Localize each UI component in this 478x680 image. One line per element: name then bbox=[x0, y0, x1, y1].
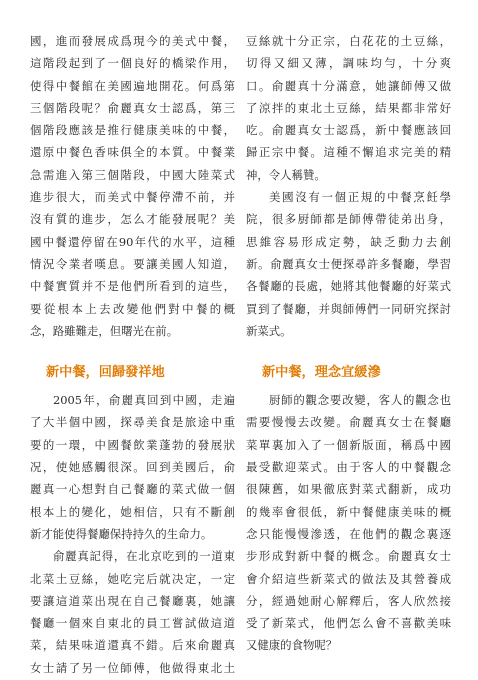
text-line: 了涼拌的東北土豆絲，結果都非常好 bbox=[246, 100, 451, 115]
text-line: 吃。俞麗真女士認爲，新中餐應該回 bbox=[246, 123, 451, 138]
text-line: 歸正宗中餐。這種不懈追求完美的精 bbox=[246, 145, 451, 160]
text-line: 三個階段呢？俞麗真女士認爲，第三 bbox=[30, 100, 235, 115]
text-line: 北菜土豆絲，她吃完后就决定，一定 bbox=[30, 571, 235, 586]
text-line: 院，很多厨師都是師傅帶徒弟出身， bbox=[246, 212, 451, 227]
right-column bbox=[246, 30, 451, 657]
text-line: 這階段起到了一個良好的橋梁作用， bbox=[30, 56, 235, 71]
text-line: 念，路雖難走，但曙光在前。 bbox=[30, 323, 179, 338]
text-line: 念只能慢慢滲透，在他們的觀念裏逐 bbox=[246, 526, 451, 541]
text-line: 進步很大，而美式中餐停滯不前，并 bbox=[30, 190, 235, 205]
text-line: 豆絲就十分正宗，白花花的土豆絲， bbox=[246, 34, 451, 48]
text-line: 2005年，俞麗真回到中國，走遍 bbox=[53, 393, 235, 408]
section-heading-left: 新中餐，回歸發祥地 bbox=[46, 365, 165, 381]
right-paragraph-1 bbox=[246, 30, 451, 186]
text-line: 神，令人稱贊。 bbox=[246, 167, 326, 182]
text-line: 情況令業者嘆息。要讓美國人知道， bbox=[30, 256, 235, 271]
right-paragraph-2 bbox=[246, 186, 451, 342]
text-line: 急需進入第三個階段，中國大陸菜式 bbox=[30, 167, 235, 182]
text-line: 菜單裏加入了一個新版面，稱爲中國 bbox=[246, 437, 451, 452]
text-line: 女士請了另一位師傅，他做得東北土 bbox=[30, 660, 235, 675]
text-line: 新菜式。 bbox=[246, 323, 292, 338]
text-line: 個階段應該是推行健康美味的中餐， bbox=[30, 123, 235, 138]
text-line: 要的一環，中國餐飲業蓬勃的發展狀 bbox=[30, 437, 235, 452]
right-paragraph-3 bbox=[246, 389, 451, 657]
left-paragraph-2 bbox=[30, 389, 235, 545]
left-paragraph-3 bbox=[30, 545, 235, 679]
text-line: 厨師的觀念要改變，客人的觀念也 bbox=[269, 393, 451, 408]
text-line: 分，經過她耐心解釋后，客人欣然接 bbox=[246, 593, 451, 608]
section-heading-right: 新中餐，理念宜緩滲 bbox=[262, 365, 381, 381]
text-line: 了大半個中國，探尋美食是旅途中重 bbox=[30, 415, 235, 430]
text-line: 美國沒有一個正規的中餐烹飪學 bbox=[269, 190, 451, 205]
text-line: 要從根本上去改變他們對中餐的概 bbox=[30, 301, 235, 316]
text-line: 會介紹這些新菜式的做法及其營養成 bbox=[246, 571, 451, 586]
text-line: 還原中餐色香味俱全的本質。中餐業 bbox=[30, 145, 235, 160]
text-line: 國中餐還停留在90年代的水平，這種 bbox=[30, 234, 235, 249]
text-line: 買到了餐廳，并與師傅們一同研究探討 bbox=[246, 301, 451, 316]
text-line: 又健康的食物呢？ bbox=[246, 638, 338, 653]
text-line: 思維容易形成定勢，缺乏動力去創 bbox=[246, 234, 451, 249]
text-line: 很陳舊，如果徹底對菜式翻新，成功 bbox=[246, 482, 451, 497]
text-line: 最受歡迎菜式。由于客人的中餐觀念 bbox=[246, 460, 451, 475]
text-line: 國，進而發展成爲現今的美式中餐， bbox=[30, 34, 235, 48]
text-line: 切得又細又薄，調味均勻，十分爽 bbox=[246, 56, 451, 71]
text-line: 需要慢慢去改變。俞麗真女士在餐廳 bbox=[246, 415, 451, 430]
left-paragraph-1 bbox=[30, 30, 235, 342]
text-line: 沒有質的進步，怎么才能發展呢？美 bbox=[30, 212, 235, 227]
text-line: 要讓這道菜出現在自己餐廳裏，她讓 bbox=[30, 593, 235, 608]
text-line: 口。俞麗真十分滿意，她讓師傅又做 bbox=[246, 78, 451, 93]
text-line: 俞麗真記得，在北京吃到的一道東 bbox=[53, 549, 235, 564]
text-line: 新才能使得餐廳保持持久的生命力。 bbox=[30, 526, 213, 541]
text-line: 新。俞麗真女士便探尋許多餐廳，學習 bbox=[246, 256, 451, 271]
text-line: 使得中餐館在美國遍地開花。何爲第 bbox=[30, 78, 235, 93]
text-line: 菜，結果味道還真不錯。后來俞麗真 bbox=[30, 638, 235, 653]
text-line: 根本上的變化，她相信，只有不斷創 bbox=[30, 504, 235, 519]
text-line: 的幾率會很低，新中餐健康美味的概 bbox=[246, 504, 451, 519]
text-line: 中餐實質并不是他們所看到的這些， bbox=[30, 279, 235, 294]
text-line: 麗真一心想對自己餐廳的菜式做一個 bbox=[30, 482, 235, 497]
text-line: 况，使她感觸很深。回到美國后，俞 bbox=[30, 460, 235, 475]
text-line: 各餐廳的長處，她將其他餐廳的好菜式 bbox=[246, 279, 451, 294]
text-line: 步形成對新中餐的概念。俞麗真女士 bbox=[246, 549, 451, 564]
left-column bbox=[30, 30, 235, 679]
text-line: 受了新菜式，他們怎么會不喜歡美味 bbox=[246, 616, 451, 631]
text-line: 餐廳一個來自東北的員工嘗試做這道 bbox=[30, 616, 235, 631]
